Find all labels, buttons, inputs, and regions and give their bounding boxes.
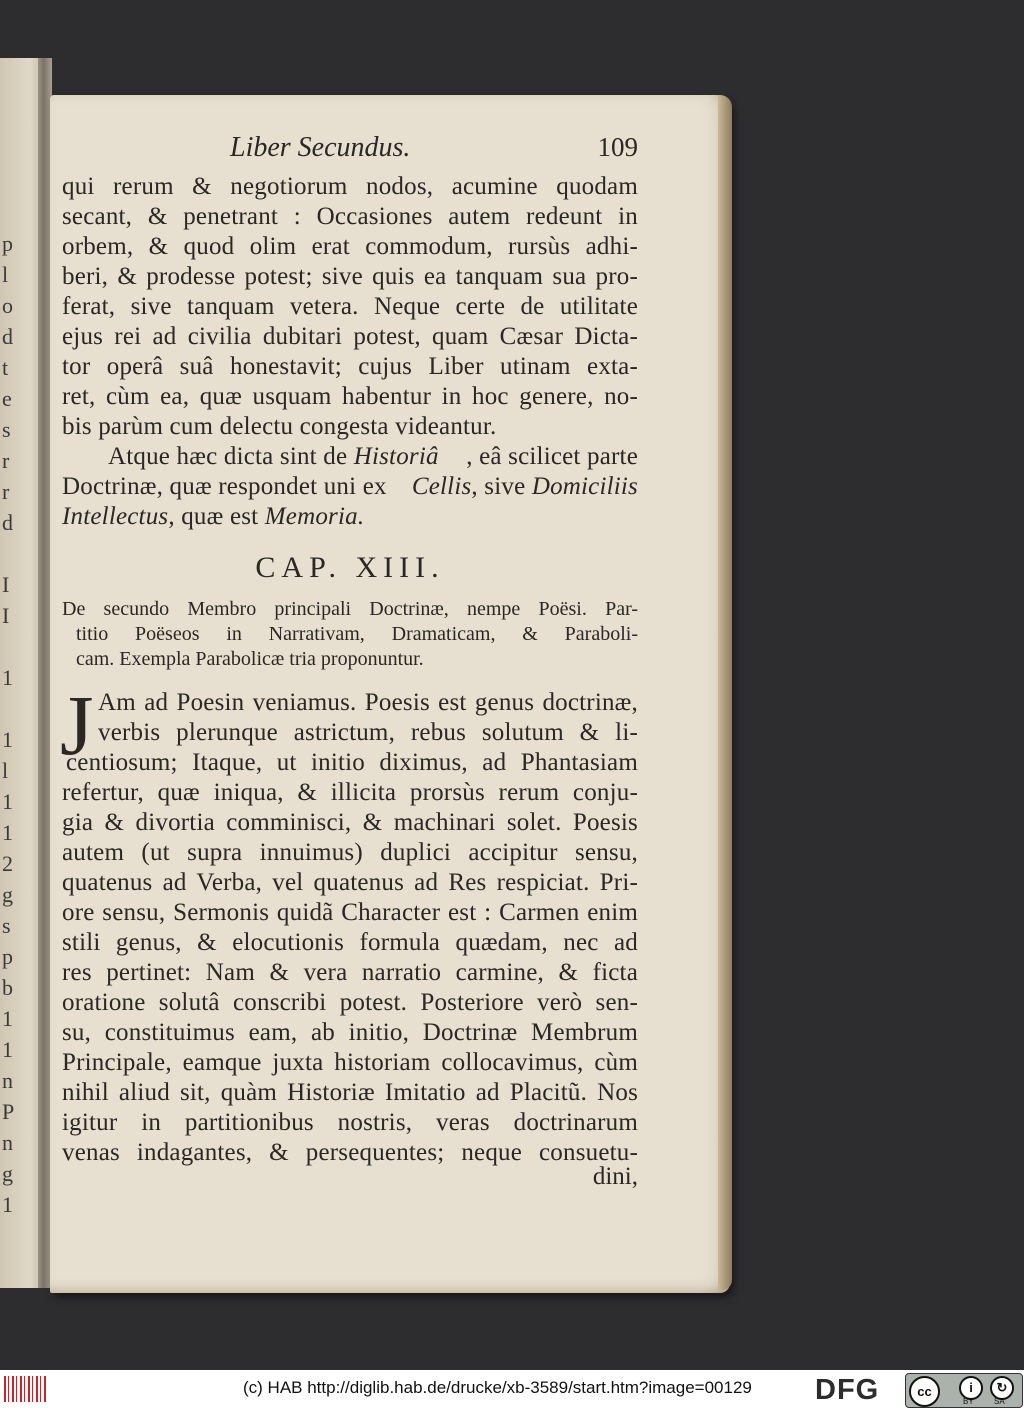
para2-text: Doctrinæ, quæ respondet uni ex — [62, 473, 387, 500]
previous-page-letter: r — [2, 479, 10, 504]
text-line: oratione solutâ conscribi potest. Posteriore verò sen- — [62, 989, 638, 1016]
text-line: orbem, & quod olim erat commodum, rursùs adhi- — [62, 233, 638, 260]
paragraph-line — [108, 442, 638, 472]
cc-sa-icon: ↻ — [990, 1376, 1014, 1400]
text-line: qui rerum & negotiorum nodos, acumine quodam — [62, 173, 638, 200]
previous-page-letter: 1 — [2, 1006, 13, 1031]
text-line: su, constituimus eam, ab initio, Doctrinæ Membrum — [62, 1019, 638, 1046]
previous-page-letter: b — [2, 975, 13, 1000]
chapter-summary-line: De secundo Membro principali Doctrinæ, nempe Poësi. Par- — [62, 598, 638, 620]
previous-page-letter: l — [2, 758, 9, 783]
page-number: 109 — [597, 132, 638, 162]
previous-page-letter: 1 — [2, 727, 13, 752]
copyright-credit[interactable]: (c) HAB http://diglib.hab.de/drucke/xb-3589/start.htm?image=00129 — [243, 1378, 752, 1397]
text-line: tor operâ suâ honestavit; cujus Liber utinam exta- — [62, 353, 638, 380]
previous-page-letters — [2, 228, 32, 1220]
text-line: beri, & prodesse potest; sive quis ea tanquam sua pro- — [62, 263, 638, 290]
cc-license-badge[interactable] — [905, 1373, 1023, 1408]
previous-page-letter: s — [2, 417, 11, 442]
text-line: ret, cùm ea, quæ usquam habentur in hoc genere, no- — [62, 383, 638, 410]
previous-page-letter: p — [2, 944, 13, 969]
para2-italic: Historiâ — [353, 443, 439, 470]
text-line: centiosum; Itaque, ut initio diximus, ad Phantasiam — [66, 749, 638, 776]
previous-page-letter: l — [2, 262, 9, 287]
running-title: Liber Secundus. — [230, 132, 411, 163]
text-line: quatenus ad Verba, vel quatenus ad Res respiciat. Pri- — [62, 869, 638, 896]
viewer-footer — [0, 1370, 1024, 1409]
paragraph-line — [62, 502, 638, 532]
text-line: bis parùm cum delectu congesta videantur. — [62, 413, 497, 440]
text-line: igitur in partitionibus nostris, veras doctrinarum — [62, 1109, 638, 1136]
para2-italic: Domiciliis — [531, 473, 638, 500]
text-line: verbis plerunque astrictum, rebus solutum & li- — [98, 719, 638, 746]
previous-page-letter: e — [2, 386, 12, 411]
previous-page-letter: r — [2, 448, 10, 473]
previous-page-letter: I — [2, 603, 10, 628]
cc-logo-icon: cc — [909, 1376, 940, 1407]
para2-text: Atque hæc dicta sint de — [108, 443, 354, 470]
previous-page-letter: s — [2, 913, 11, 938]
text-line: gia & divortia comminisci, & machinari solet. Poesis — [62, 809, 638, 836]
text-line: refertur, quæ iniqua, & illicita prorsùs rerum conju- — [62, 779, 638, 806]
previous-page-letter: P — [2, 1099, 15, 1124]
previous-page-letter — [2, 538, 32, 569]
text-line: ore sensu, Sermonis quidã Character est : Carmen enim — [62, 899, 638, 926]
previous-page-letter: 1 — [2, 1037, 13, 1062]
previous-page-letter: d — [2, 510, 13, 535]
para2-italic: Cellis — [411, 473, 472, 500]
previous-page-letter: n — [2, 1130, 13, 1155]
text-line: ejus rei ad civilia dubitari potest, quam Cæsar Dicta- — [62, 323, 638, 350]
previous-page-letter: 1 — [2, 789, 13, 814]
previous-page-letter: g — [2, 882, 13, 907]
text-line: venas indagantes, & persequentes; neque consuetu- — [62, 1139, 638, 1166]
cc-by-icon: i — [959, 1376, 983, 1400]
previous-page-letter: t — [2, 355, 9, 380]
page-edge-shadow — [718, 95, 732, 1290]
text-line: res pertinet: Nam & vera narratio carmine, & ficta — [62, 959, 638, 986]
previous-page-letter — [2, 693, 32, 724]
hab-barcode-icon — [4, 1376, 46, 1402]
text-line: ferat, sive tanquam vetera. Neque certe de utilitate — [62, 293, 638, 320]
previous-page-letter: I — [2, 572, 10, 597]
chapter-summary-line: titio Poëseos in Narrativam, Dramaticam, & Paraboli- — [76, 623, 638, 645]
para2-italic: Intellectus — [62, 503, 169, 530]
previous-page-letter: 1 — [2, 820, 13, 845]
text-line: stili genus, & elocutionis formula quædam, nec ad — [62, 929, 638, 956]
text-line: autem (ut supra innuimus) duplici accipitur sensu, — [62, 839, 638, 866]
previous-page-letter: 2 — [2, 851, 13, 876]
para2-italic: Memoria. — [264, 503, 365, 530]
text-line: nihil aliud sit, quàm Historiæ Imitatio ad Placitũ. Nos — [62, 1079, 638, 1106]
previous-page-letter: o — [2, 293, 13, 318]
running-header — [230, 132, 638, 164]
para2-text: , sive — [471, 473, 532, 500]
previous-page-letter: 1 — [2, 1192, 13, 1217]
para2-text: , eâ scilicet parte — [466, 443, 638, 470]
drop-capital: J — [60, 677, 94, 773]
previous-page-letter: d — [2, 324, 13, 349]
chapter-summary-line: cam. Exempla Parabolicæ tria proponuntur. — [76, 648, 424, 670]
text-line: Am ad Poesin veniamus. Poesis est genus doctrinæ, — [98, 689, 638, 716]
previous-page-letter: 1 — [2, 665, 13, 690]
cc-sa-label: SA — [994, 1397, 1005, 1406]
previous-page-letter: n — [2, 1068, 13, 1093]
previous-page-letter: g — [2, 1161, 13, 1186]
text-line: secant, & penetrant : Occasiones autem redeunt in — [62, 203, 638, 230]
chapter-heading: CAP. XIII. — [255, 551, 445, 584]
text-line: Principale, eamque juxta historiam collocavimus, cùm — [62, 1049, 638, 1076]
cc-by-label: BY — [963, 1397, 974, 1406]
paragraph-line — [62, 472, 638, 502]
previous-page-letter: p — [2, 231, 13, 256]
dfg-logo: DFG — [815, 1374, 880, 1406]
catchword: dini, — [592, 1163, 638, 1190]
previous-page-letter — [2, 631, 32, 662]
para2-text: , quæ est — [168, 503, 265, 530]
